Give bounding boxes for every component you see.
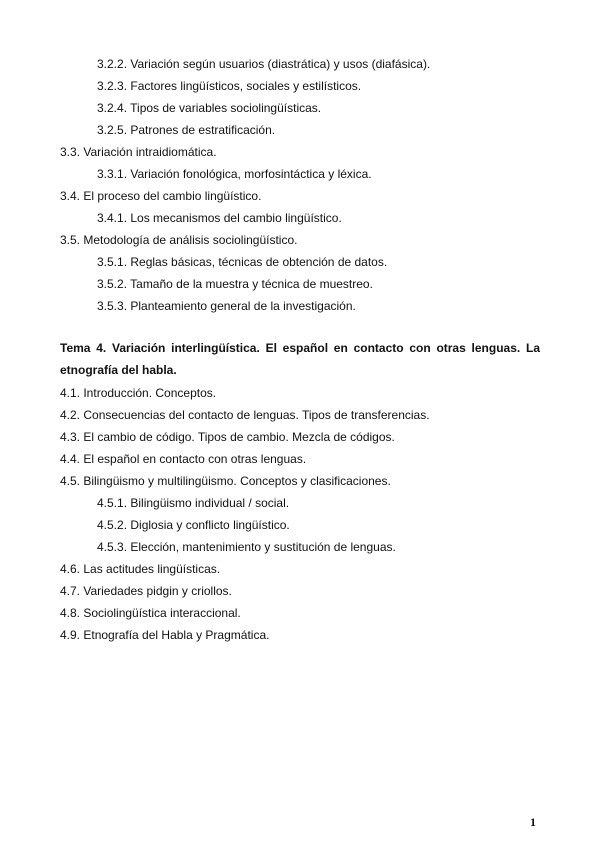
outline-item: 4.5.1. Bilingüismo individual / social. [97, 496, 290, 510]
outline-item: 4.6. Las actitudes lingüísticas. [60, 562, 221, 576]
outline-item: 3.3. Variación intraidiomática. [60, 145, 217, 159]
tema4-heading: Tema 4. Variación interlingüística. El español en contacto con otras lenguas. La etnografía del habla. [60, 341, 540, 377]
page-number: 1 [530, 815, 536, 829]
outline-item: 4.3. El cambio de código. Tipos de cambio. Mezcla de códigos. [60, 430, 395, 444]
outline-item: 3.2.4. Tipos de variables sociolingüísticas. [97, 101, 322, 115]
outline-item: 4.4. El español en contacto con otras lenguas. [60, 452, 307, 466]
outline-item: 4.8. Sociolingüística interaccional. [60, 606, 241, 620]
outline-item: 3.5.3. Planteamiento general de la investigación. [97, 299, 356, 313]
outline-item: 3.4.1. Los mecanismos del cambio lingüístico. [97, 211, 342, 225]
outline-item: 4.5.3. Elección, mantenimiento y sustitución de lenguas. [97, 540, 396, 554]
outline-item: 3.3.1. Variación fonológica, morfosintáctica y léxica. [97, 167, 372, 181]
outline-item: 4.2. Consecuencias del contacto de lenguas. Tipos de transferencias. [60, 408, 430, 422]
outline-item: 3.5.2. Tamaño de la muestra y técnica de muestreo. [97, 277, 373, 291]
outline-item: 3.2.2. Variación según usuarios (diastrática) y usos (diafásica). [97, 57, 431, 71]
outline-item: 3.2.3. Factores lingüísticos, sociales y estilísticos. [97, 79, 362, 93]
outline-item: 4.5.2. Diglosia y conflicto lingüístico. [97, 518, 290, 532]
outline-item: 3.2.5. Patrones de estratificación. [97, 123, 276, 137]
outline-item: 4.7. Variedades pidgin y criollos. [60, 584, 232, 598]
outline-item: 4.1. Introducción. Conceptos. [60, 386, 217, 400]
outline-item: 3.5. Metodología de análisis sociolingüístico. [60, 233, 298, 247]
outline-item: 3.4. El proceso del cambio lingüístico. [60, 189, 262, 203]
outline-item: 4.5. Bilingüismo y multilingüismo. Conceptos y clasificaciones. [60, 474, 391, 488]
outline-item: 4.9. Etnografía del Habla y Pragmática. [60, 628, 270, 642]
outline-item: 3.5.1. Reglas básicas, técnicas de obtención de datos. [97, 255, 388, 269]
